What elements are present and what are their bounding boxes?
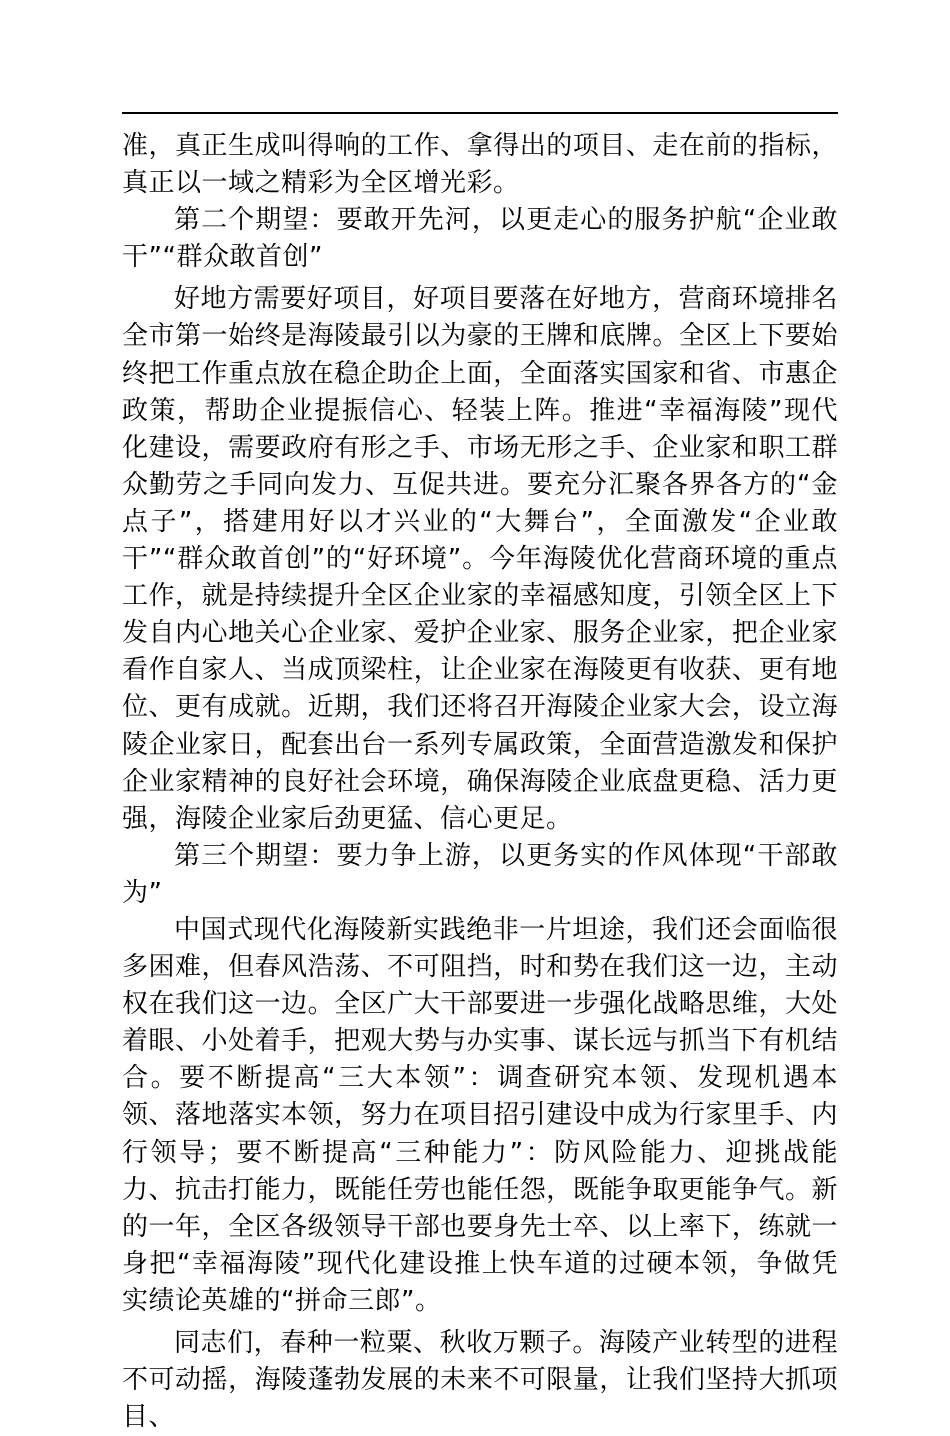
- paragraph-third-expectation-heading: 第三个期望：要力争上游，以更务实的作风体现“干部敢为”: [122, 840, 838, 908]
- paragraph-business-environment: 好地方需要好项目，好项目要落在好地方，营商环境排名全市第一始终是海陵最引以为豪的王牌和底牌。全区上下要始终把工作重点放在稳企助企上面，全面落实国家和省、市惠企政策，帮助企业提振信心、轻装上阵。推进“幸福海陵”现代化建设，需要政府有形之手、市场无形之手、企业家和职工群众勤劳之手同向发力、互促共进。要充分汇聚各界各方的“金点子”，搭建用好以才兴业的“大舞台”，全面激发“企业敢干”“群众敢首创”的“好环境”。今年海陵优化营商环境的重点工作，就是持续提升全区企业家的幸福感知度，引领全区上下发自内心地关心企业家、爱护企业家、服务企业家，把企业家看作自家人、当成顶梁柱，让企业家在海陵更有收获、更有地位、更有成就。近期，我们还将召开海陵企业家大会，设立海陵企业家日，配套出台一系列专属政策，全面营造激发和保护企业家精神的良好社会环境，确保海陵企业底盘更稳、活力更强，海陵企业家后劲更猛、信心更足。: [122, 284, 838, 834]
- document-body: [122, 128, 838, 1436]
- paragraph-closing: 同志们，春种一粒粟、秋收万颗子。海陵产业转型的进程不可动摇，海陵蓬勃发展的未来不可限量，让我们坚持大抓项目、: [122, 1328, 838, 1433]
- paragraph-continuation: 准，真正生成叫得响的工作、拿得出的项目、走在前的指标，真正以一域之精彩为全区增光彩。: [122, 131, 838, 199]
- paragraph-second-expectation-heading: 第二个期望：要敢开先河，以更走心的服务护航“企业敢干”“群众敢首创”: [122, 205, 838, 273]
- header-rule: [122, 112, 838, 114]
- paragraph-cadres: 中国式现代化海陵新实践绝非一片坦途，我们还会面临很多困难，但春风浩荡、不可阻挡，时和势在我们这一边，主动权在我们这一边。全区广大干部要进一步强化战略思维，大处着眼、小处着手，把观大势与办实事、谋长远与抓当下有机结合。要不断提高“三大本领”：调查研究本领、发现机遇本领、落地落实本领，努力在项目招引建设中成为行家里手、内行领导；要不断提高“三种能力”：防风险能力、迎挑战能力、抗击打能力，既能任劳也能任怨，既能争取更能争气。新的一年，全区各级领导干部也要身先士卒、以上率下，练就一身把“幸福海陵”现代化建设推上快车道的过硬本领，争做凭实绩论英雄的“拼命三郎”。: [122, 914, 838, 1316]
